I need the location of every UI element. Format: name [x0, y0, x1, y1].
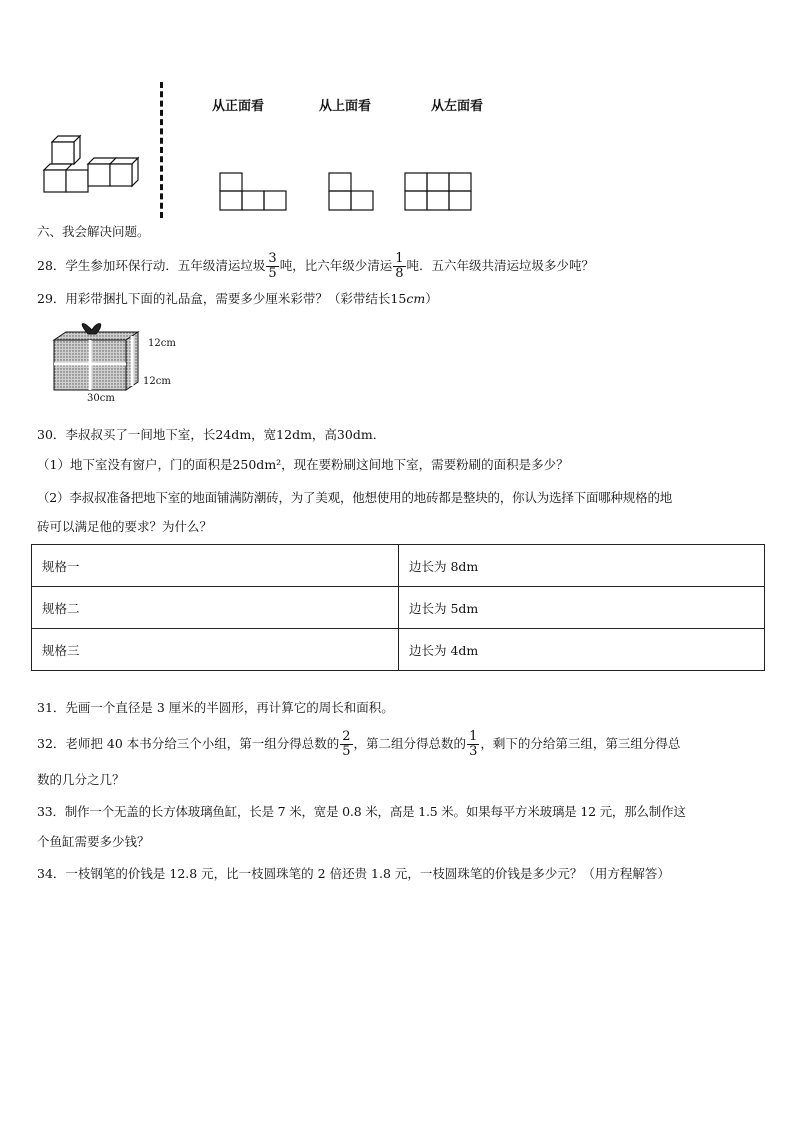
q32-frac1-denominator: 5: [342, 744, 351, 759]
q28-frac1-numerator: 3: [268, 251, 277, 266]
q29-close: ）: [425, 291, 438, 306]
question-32: [37, 730, 680, 759]
q28-fraction-2: [393, 252, 405, 281]
q28-fraction-1: [266, 252, 278, 281]
q29-unit: cm: [406, 291, 426, 306]
q32-fraction-1: [340, 730, 352, 759]
table-row: [32, 629, 765, 671]
spec-name-cell: 规格三: [32, 629, 399, 671]
front-view-label: 从正面看: [212, 99, 265, 114]
spec-value-cell: 边长为 4dm: [399, 629, 765, 671]
q32-frac2-denominator: 3: [469, 744, 478, 759]
table-row: [32, 545, 765, 587]
question-30: 30．李叔叔买了一间地下室，长24dm，宽12dm，高30dm．: [37, 427, 386, 442]
top-view-grid: [328, 172, 378, 212]
left-view-label: 从左面看: [431, 99, 484, 114]
q28-frac2-numerator: 1: [395, 251, 404, 266]
question-30-sub-1: （1）地下室没有窗户，门的面积是250dm²，现在要粉刷这间地下室，需要粉刷的面积是多少？: [37, 457, 569, 472]
q32-text-3: ，剩下的分给第三组，第三组分得总: [480, 736, 681, 751]
q32-frac1-numerator: 2: [342, 729, 351, 744]
q28-text-1: 28．学生参加环保行动．五年级清运垃圾: [37, 258, 266, 273]
spec-name-cell: 规格二: [32, 587, 399, 629]
question-34: 34．一枝钢笔的价钱是 12.8 元，比一枝圆珠笔的 2 倍还贵 1.8 元，一枝圆珠笔的价钱是多少元？（用方程解答）: [37, 866, 670, 881]
q28-text-3: 吨．五六年级共清运垃圾多少吨？: [406, 258, 595, 273]
gift-length-label: 30cm: [87, 393, 115, 404]
q29-text: 29．用彩带捆扎下面的礼品盒，需要多少厘米彩带？（彩带结长15: [37, 291, 407, 306]
q32-text-2: ，第二组分得总数的: [353, 736, 467, 751]
question-33-line-1: 33．制作一个无盖的长方体玻璃鱼缸，长是 7 米，宽是 0.8 米，高是 1.5 米。如果每平方米玻璃是 12 元，那么制作这: [37, 804, 686, 819]
spec-value-cell: 边长为 5dm: [399, 587, 765, 629]
cube-stack-figure: [40, 130, 140, 198]
q32-text-1: 32．老师把 40 本书分给三个小组，第一组分得总数的: [37, 736, 340, 751]
q28-frac2-denominator: 8: [395, 266, 404, 281]
question-30-sub-2-line-2: 砖可以满足他的要求？为什么？: [37, 519, 213, 534]
question-32-line-2: 数的几分之几？: [37, 772, 125, 787]
q28-text-2: 吨，比六年级少清运: [279, 258, 393, 273]
question-33-line-2: 个鱼缸需要多少钱？: [37, 834, 150, 849]
spec-name-cell: 规格一: [32, 545, 399, 587]
tile-spec-table: [31, 544, 765, 671]
question-30-sub-2-line-1: （2）李叔叔准备把地下室的地面铺满防潮砖，为了美观，他想使用的地砖都是整块的，你认为选择下面哪种规格的地: [37, 490, 673, 505]
section-title: 六、我会解决问题。: [37, 224, 150, 239]
left-view-grid: [404, 172, 476, 212]
front-view-grid: [219, 172, 289, 212]
top-view-label: 从上面看: [319, 99, 372, 114]
question-29: [37, 289, 438, 309]
q28-frac1-denominator: 5: [268, 266, 277, 281]
gift-height-label: 12cm: [148, 338, 176, 349]
question-28: [37, 252, 594, 281]
gift-box-figure: [48, 320, 153, 396]
q32-fraction-2: [467, 730, 479, 759]
table-row: [32, 587, 765, 629]
dashed-separator: [160, 82, 163, 218]
gift-width-label: 12cm: [143, 376, 171, 387]
question-31: 31．先画一个直径是 3 厘米的半圆形，再计算它的周长和面积。: [37, 700, 394, 715]
q32-frac2-numerator: 1: [469, 729, 478, 744]
spec-value-cell: 边长为 8dm: [399, 545, 765, 587]
